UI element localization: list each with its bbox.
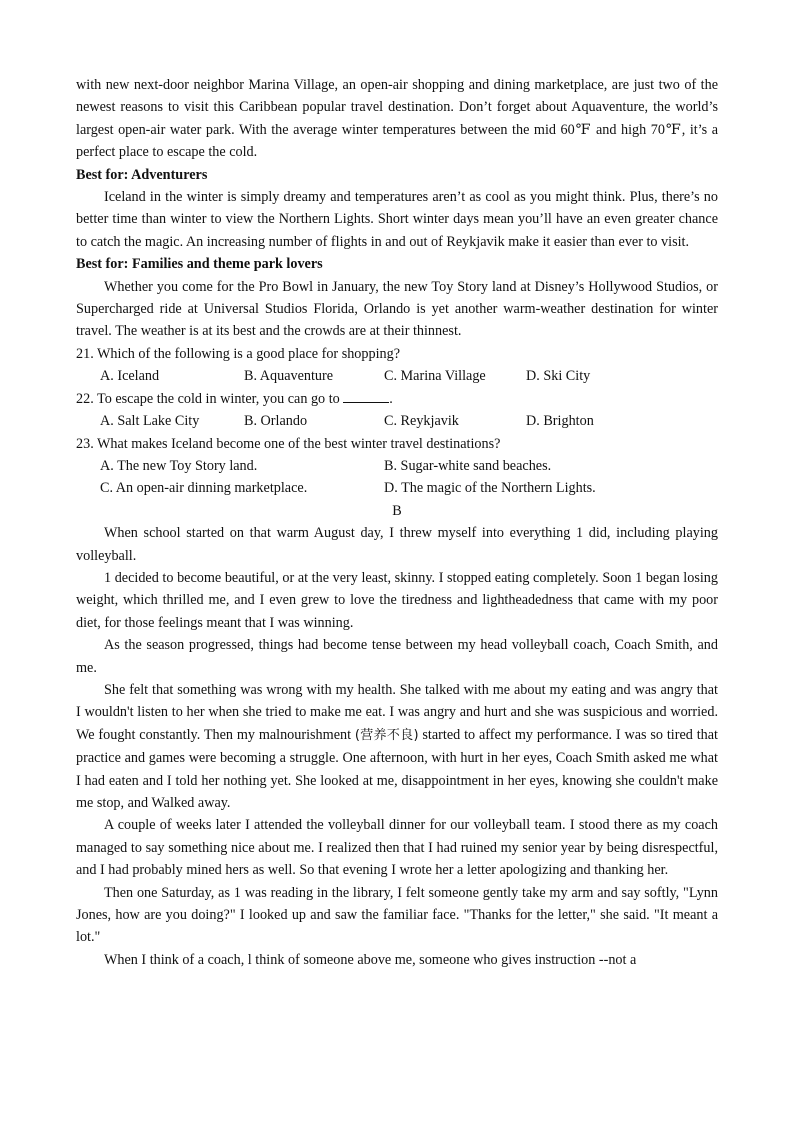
p4-text-end: started to affect my performance. I was so tired that practice and games were becoming a struggle. One afternoon, with hurt in her eyes, Coach Smith asked me what I had eaten and I told her nothing yet. She looked at me, disappointment in her eyes, knowing she couldn't make me stop, and Walked away. <box>76 726 718 811</box>
document-page <box>76 74 718 971</box>
passage-b-paragraph-1: When school started on that warm August day, I threw myself into everything 1 did, including playing volleyball. <box>76 525 718 564</box>
q23-option-a: A. The new Toy Story land. <box>100 457 258 474</box>
q22-option-d: D. Brighton <box>526 413 594 430</box>
q21-option-c: C. Marina Village <box>384 368 486 385</box>
passage-a-paragraph-3: Whether you come for the Pro Bowl in January, the new Toy Story land at Disney’s Hollywood Studios, or Supercharged ride at Universal Studios Florida, Orlando is yet another warm-weather destination for winter travel. The weather is at its best and the crowds are at their thinnest. <box>76 278 718 340</box>
passage-b-paragraph-2: 1 decided to become beautiful, or at the very least, skinny. I stopped eating completely. Soon 1 began losing weight, which thrilled me, and I even grew to love the tiredness and lightheadedness that came with my poor diet, for those feelings meant that I was winning. <box>76 569 718 631</box>
question-21-stem: 21. Which of the following is a good place for shopping? <box>76 345 401 362</box>
passage-b-paragraph-5: A couple of weeks later I attended the volleyball dinner for our volleyball team. I stood there as my coach managed to say something nice about me. I realized then that I had ruined my senior year by being disrespectful, and I had probably mined hers as well. So that evening I wrote her a letter apologizing and thanking her. <box>76 817 718 879</box>
q21-option-d: D. Ski City <box>526 368 591 385</box>
section-letter-b: B <box>392 502 402 519</box>
passage-b-paragraph-7: When I think of a coach, l think of someone above me, someone who gives instruction --not a <box>104 951 637 968</box>
q22-stem-end: . <box>389 390 393 407</box>
passage-b-paragraph-6: Then one Saturday, as 1 was reading in the library, I felt someone gently take my arm and say softly, "Lynn Jones, how are you doing?" I looked up and saw the familiar face. "Thanks for the letter," she said. "It meant a lot." <box>76 884 718 946</box>
q22-stem-text: 22. To escape the cold in winter, you can go to <box>76 390 344 407</box>
q23-option-c: C. An open-air dinning marketplace. <box>100 480 308 497</box>
q21-option-a: A. Iceland <box>100 368 160 385</box>
heading-families: Best for: Families and theme park lovers <box>76 256 323 273</box>
question-23-options-row-1 <box>76 455 718 477</box>
q22-option-b: B. Orlando <box>244 413 308 430</box>
q23-option-d: D. The magic of the Northern Lights. <box>384 480 596 497</box>
p4-chinese-gloss: (营养不良) <box>354 727 419 743</box>
passage-a-paragraph-1: with new next-door neighbor Marina Village, an open-air shopping and dining marketplace, are just two of the newest reasons to visit this Caribbean popular travel destination. Don’t forget about Aquaventure, the world’s largest open-air water park. With the average winter temperatures between the mid 60℉ and high 70℉, it’s a perfect place to escape the cold. <box>76 77 718 161</box>
question-21-options <box>76 365 718 387</box>
heading-adventurers: Best for: Adventurers <box>76 166 208 183</box>
q22-option-c: C. Reykjavik <box>384 413 459 430</box>
passage-a-paragraph-2: Iceland in the winter is simply dreamy and temperatures aren’t as cool as you might think. Plus, there’s no better time than winter to view the Northern Lights. Short winter days mean you’ll have an even greater chance to catch the magic. An increasing number of flights in and out of Reykjavik make it easier than ever to visit. <box>76 189 718 250</box>
question-23-options-row-2 <box>76 477 718 499</box>
passage-b-paragraph-3: As the season progressed, things had become tense between my head volleyball coach, Coach Smith, and me. <box>76 637 718 676</box>
answer-blank <box>343 389 389 403</box>
question-22-options <box>76 410 718 432</box>
p4-text-start: She felt that something was wrong with my health. She talked with me about my eating and was angry that I wouldn't listen to her when she tried to make me eat. I was angry and hurt and she was suspicious and worried. We fought constantly. Then my malnourishment <box>76 681 718 743</box>
question-23-stem: 23. What makes Iceland become one of the best winter travel destinations? <box>76 435 501 452</box>
q22-option-a: A. Salt Lake City <box>100 413 200 430</box>
q21-option-b: B. Aquaventure <box>244 368 334 385</box>
q23-option-b: B. Sugar-white sand beaches. <box>384 457 552 474</box>
question-22-stem <box>76 388 718 410</box>
passage-b-paragraph-4 <box>76 679 718 814</box>
